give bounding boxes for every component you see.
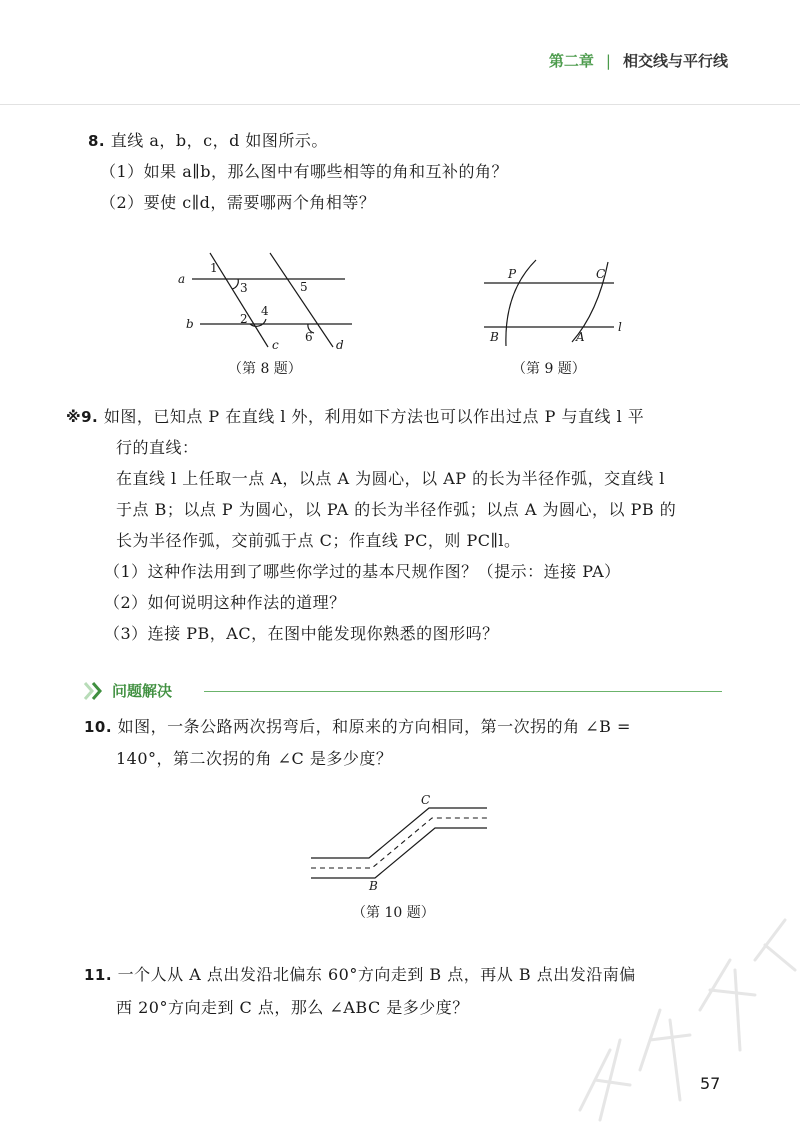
label-C: C: [596, 267, 606, 281]
q9-text-3: 在直线 l 上任取一点 A，以点 A 为圆心，以 AP 的长为半径作弧，交直线 l: [116, 469, 665, 488]
label-l: l: [618, 320, 622, 334]
q9-stem: [66, 404, 644, 427]
figure-10-caption: （第 10 题）: [352, 905, 435, 921]
q10-stem: [84, 714, 631, 737]
label-d: d: [336, 338, 344, 352]
q9-sub3: （3）连接 PB，AC，在图中能发现你熟悉的图形吗？: [104, 624, 499, 643]
road-edge-bottom: [311, 828, 487, 878]
label-A: A: [576, 330, 585, 344]
q9-number: ※9.: [66, 408, 99, 426]
angle-6-label: 6: [305, 330, 313, 344]
angle-3-arc: [232, 279, 238, 289]
q10-text-1: 如图，一条公路两次拐弯后，和原来的方向相同，第一次拐的角 ∠B =: [117, 717, 631, 736]
section-title: 问题解决: [112, 682, 173, 700]
angle-2-label: 2: [240, 312, 248, 326]
chapter-label: 第二章: [548, 52, 594, 70]
section-rule: [204, 691, 722, 692]
q10-text-2: 140°，第二次拐的角 ∠C 是多少度？: [116, 749, 393, 768]
road-edge-top: [311, 808, 487, 858]
label-a: a: [178, 272, 186, 286]
header-divider: [0, 104, 800, 105]
chapter-header: [549, 50, 728, 71]
q8-sub2: （2）要使 c∥d，需要哪两个角相等？: [100, 193, 376, 212]
q9-text-5: 长为半径作弧，交前弧于点 C；作直线 PC，则 PC∥l。: [116, 531, 521, 550]
q9-text-1: 如图，已知点 P 在直线 l 外，利用如下方法也可以作出过点 P 与直线 l 平: [103, 407, 645, 426]
q9-sub1: （1）这种作法用到了哪些你学过的基本尺规作图？（提示：连接 PA）: [104, 562, 621, 581]
line-c: [210, 253, 268, 347]
q11-text-2: 西 20°方向走到 C 点，那么 ∠ABC 是多少度？: [116, 998, 469, 1017]
angle-1-label: 1: [210, 261, 218, 275]
q8-text: 直线 a，b，c，d 如图所示。: [110, 131, 328, 150]
chevron-right-icon: [82, 680, 106, 702]
figure-9-diagram: [474, 256, 634, 356]
q11-text-1: 一个人从 A 点出发沿北偏东 60°方向走到 B 点，再从 B 点出发沿南偏: [117, 965, 636, 984]
figure-9-caption: （第 9 题）: [512, 361, 586, 377]
label-c: c: [272, 338, 279, 352]
figure-8-caption: （第 8 题）: [228, 361, 302, 377]
label-b: b: [186, 317, 194, 331]
angle-3-label: 3: [240, 281, 248, 295]
q8-stem: [88, 128, 328, 151]
label-road-C: C: [421, 793, 431, 807]
q8-number: 8.: [88, 132, 106, 150]
label-B: B: [490, 330, 499, 344]
chapter-title: 相交线与平行线: [622, 52, 728, 70]
label-road-B: B: [369, 879, 378, 893]
road-center-line: [311, 818, 487, 868]
label-P: P: [508, 267, 517, 281]
angle-5-label: 5: [300, 280, 308, 294]
q8-sub1: （1）如果 a∥b，那么图中有哪些相等的角和互补的角？: [100, 162, 508, 181]
line-d: [270, 253, 333, 347]
q11-number: 11.: [84, 966, 113, 984]
section-heading: [82, 680, 722, 702]
q9-text-4: 于点 B；以点 P 为圆心，以 PA 的长为半径作弧；以点 A 为圆心，以 PB 的: [116, 500, 677, 519]
page-number: 57: [700, 1074, 721, 1093]
angle-4-label: 4: [261, 304, 269, 318]
figure-8-diagram: [170, 245, 370, 360]
q9-sub2: （2）如何说明这种作法的道理？: [104, 593, 346, 612]
figure-10-diagram: [305, 790, 495, 895]
q9-text-2: 行的直线：: [116, 438, 199, 457]
header-separator: |: [605, 52, 611, 70]
publisher-watermark: [540, 900, 800, 1132]
q10-number: 10.: [84, 718, 113, 736]
